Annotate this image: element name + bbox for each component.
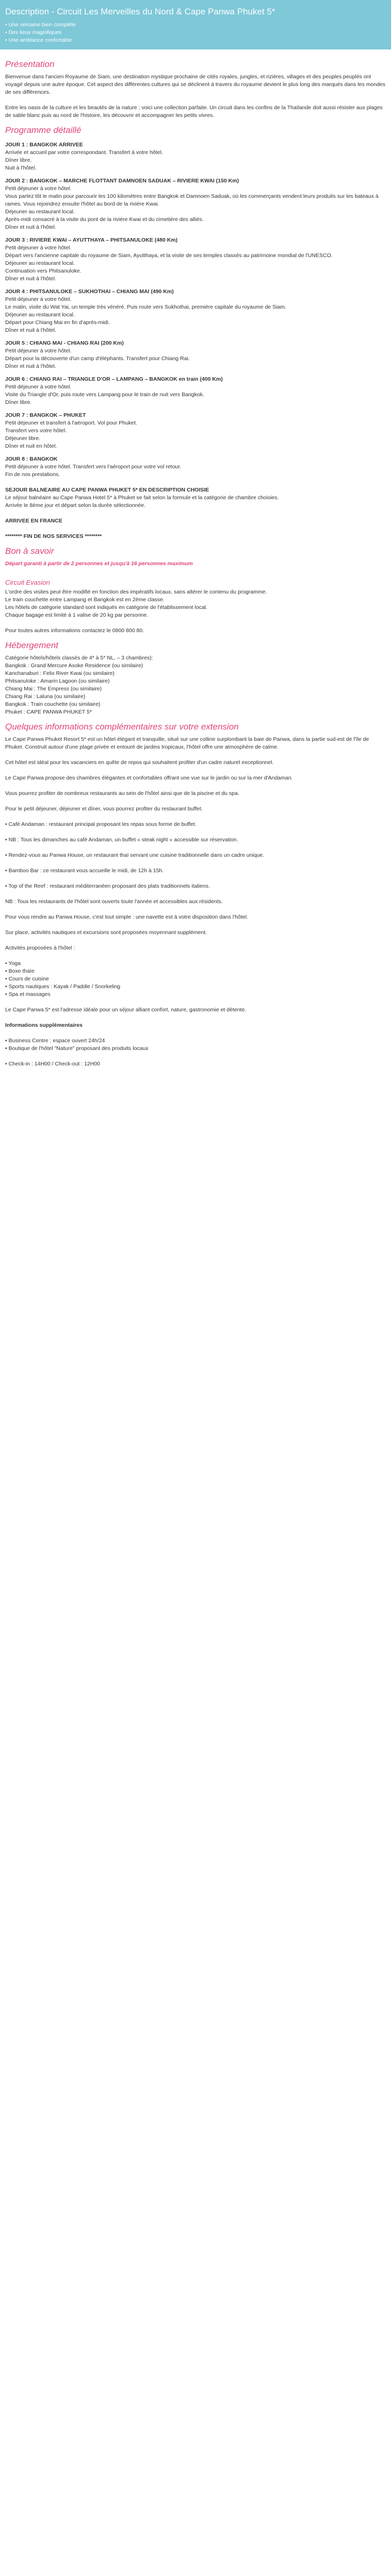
day-title: JOUR 8 : BANGKOK xyxy=(5,456,58,462)
circuit-heading: Circuit Evasion xyxy=(5,579,50,586)
arrival-france: ARRIVEE EN FRANCE xyxy=(5,518,62,524)
info-line: Le train couchette entre Lampang et Bangkok est en 2ème classe. xyxy=(5,597,165,603)
day-line: Petit déjeuner à votre hôtel. xyxy=(5,384,72,390)
hotel-list xyxy=(5,662,386,716)
infos-paragraph: Le Cape Panwa propose des chambres élégantes et confortables offrant une vue sur le jardin ou sur la mer d'Andaman. xyxy=(5,775,293,781)
departure-guarantee: Départ garanti à partir de 2 personnes et jusqu'à 16 personnes maximum xyxy=(5,561,193,567)
restaurant-item: • Café Andaman : restaurant principal proposant les repas sous forme de buffet. xyxy=(5,821,197,827)
day-line: Petit déjeuner et transfert à l'aéroport. Vol pour Phuket. xyxy=(5,420,137,426)
day-line: Continuation vers Phitsanuloke. xyxy=(5,268,82,274)
page-title: Description - Circuit Les Merveilles du Nord & Cape Panwa Phuket 5* xyxy=(5,7,275,16)
day-line: Transfert vers votre hôtel. xyxy=(5,428,67,434)
info-line: L'ordre des visites peut être modifié en fonction des impératifs locaux, sans altérer le contenu du programme. xyxy=(5,589,267,595)
info-line: Chaque bagage est limité à 1 valise de 20 kg par personne. xyxy=(5,612,149,618)
presentation-paragraph: Entre les oasis de la culture et les beautés de la nature ; voici une collection parfaite. Un circuit dans les confins de la Thaïlande doit aussi résister aux plages de sable blanc puis au nord de l'histoire, les découvrir et accompagner les petits vivres. xyxy=(5,105,383,118)
restaurant-item: • Top of the Reef : restaurant méditerranéen proposant des plats traditionnels italiens. xyxy=(5,883,210,889)
sejour-line: Arrivée le 8ème jour et départ selon la durée sélectionnée. xyxy=(5,502,145,509)
infos-paragraph: Cet hôtel est idéal pour les vacanciers en quête de repos qui souhaitent profiter d'un cadre naturel exceptionnel. xyxy=(5,759,274,766)
highlight-item: • Une ambiance confortable xyxy=(5,37,72,43)
infos-paragraph: Pour le petit déjeuner, déjeuner et dîner, vous pourrez profiter du restaurant buffet. xyxy=(5,806,203,812)
day-line: Départ pour Chiang Mai en fin d'après-midi. xyxy=(5,319,110,326)
checkin-info: • Check-in : 14H00 / Check-out : 12H00 xyxy=(5,1061,101,1067)
supp-title: Informations supplémentaires xyxy=(5,1022,83,1028)
programme-heading: Programme détaillé xyxy=(5,125,82,135)
day-line: Petit déjeuner à votre hôtel. Transfert vers l'aéroport pour votre vol retour. xyxy=(5,464,182,470)
page-header xyxy=(0,0,391,49)
bon-savoir-heading: Bon à savoir xyxy=(5,546,54,556)
sejour-line: Le séjour balnéaire au Cape Panwa Hotel 5* à Phuket se fait selon la formule et la catégorie de chambre choisies. xyxy=(5,495,279,501)
day-line: Petit déjeuner à votre hôtel. xyxy=(5,296,72,302)
day-line: Déjeuner au restaurant local. xyxy=(5,209,75,215)
hotel-item: Bangkok : Grand Mercure Asoke Residence (ou similaire) xyxy=(5,663,143,669)
activity-item: • Boxe thaïe xyxy=(5,968,35,974)
day-line: Nuit à l'hôtel. xyxy=(5,165,37,171)
day-title: JOUR 1 : BANGKOK ARRIVEE xyxy=(5,142,83,148)
presentation-paragraph: Bienvenue dans l'ancien Royaume de Siam, une destination mystique prochaine de cités royales, jungles, et rizières, villages et des peuples peuplés ont voyagé depuis une autre époque. Cet aspect des différentes cultures qui se déclinent à travers du royaume devient le plus long des marqués dans les mondes de ses différences. xyxy=(5,74,386,95)
day-line: Petit déjeuner à votre hôtel. xyxy=(5,185,72,192)
infos-paragraph: Vous pourrez profiter de nombreux restaurants au sein de l'hôtel ainsi que de la piscine et du spa. xyxy=(5,790,239,796)
day-line: Dîner libre. xyxy=(5,399,32,405)
hotel-item: Phuket : CAPE PANWA PHUKET 5* xyxy=(5,709,92,715)
day-line: Vous partez tôt le matin pour parcourir les 100 kilomètres entre Bangkok et Damnoen Saduak, où les commerçants vendent leurs produits sur les bateaux à rames. Vous rejoindrez ensuite l'hôtel au bord de la rivière Kwai. xyxy=(5,193,379,207)
presentation-heading: Présentation xyxy=(5,59,55,69)
day-line: Dîner et nuit à l'hôtel. xyxy=(5,276,56,282)
contact-note: Pour toutes autres informations contactez le 0800 800 80. xyxy=(5,628,144,634)
restaurant-item: • NB : Tous les dimanches au café Andaman, un buffet « steak night » accessible sur réservation. xyxy=(5,837,238,843)
highlight-item: • Des lieux magnifiques xyxy=(5,29,62,36)
infos-heading: Quelques informations complémentaires sur votre extension xyxy=(5,722,239,732)
day-line: Dîner et nuit à l'hôtel. xyxy=(5,224,56,230)
day-line: Arrivée et accueil par votre correspondant. Transfert à votre hôtel. xyxy=(5,149,163,156)
day-line: Déjeuner au restaurant local. xyxy=(5,260,75,266)
day-title: JOUR 3 : RIVIERE KWAI – AYUTTHAYA – PHITSANULOKE (480 Km) xyxy=(5,237,178,243)
day-line: Déjeuner au restaurant local. xyxy=(5,312,75,318)
hotel-item: Chiang Rai : Laluna (ou similaire) xyxy=(5,693,86,700)
restaurant-item: • Bamboo Bar : ce restaurant vous accueille le midi, de 12h à 15h. xyxy=(5,868,164,874)
main-content xyxy=(0,49,391,1068)
end-of-services: ******** FIN DE NOS SERVICES ******** xyxy=(5,533,102,539)
hotel-item: Kanchanaburi : Felix River Kwai (ou similaire) xyxy=(5,670,115,676)
day-title: JOUR 2 : BANGKOK – MARCHE FLOTTANT DAMNOEN SADUAK – RIVIERE KWAI (150 Km) xyxy=(5,178,239,184)
programme-days xyxy=(5,141,386,479)
day-line: Petit déjeuner à votre hôtel. xyxy=(5,348,72,354)
cape-note: Le Cape Panwa 5* est l'adresse idéale pour un séjour alliant confort, nature, gastronomie et détente. xyxy=(5,1007,247,1013)
restaurant-item: • Rendez-vous au Panwa House, un restaurant thaï servant une cuisine traditionnelle dans un cadre unique. xyxy=(5,852,265,858)
hebergement-heading: Hébergement xyxy=(5,640,59,650)
infos-paragraph: Le Cape Panwa Phuket Resort 5* est un hôtel élégant et tranquille, situé sur une colline surplombant la baie de Panwa, dans la partie sud-est de l'île de Phuket. Construit autour d'une plage privée et entouré de jardins tropicaux, l'hôtel offre une atmosphère de calme. xyxy=(5,736,369,750)
day-line: Dîner et nuit à l'hôtel. xyxy=(5,363,56,369)
hotel-item: Phitsanuloke : Amarin Lagoon (ou similaire) xyxy=(5,678,110,684)
hebergement-intro: Catégorie hôtels/hôtels classés de 4* à 5* NL, – 3 chambres): xyxy=(5,655,153,661)
day-line: Départ vers l'ancienne capitale du royaume de Siam, Ayutthaya, et la visite de ses temples classés au patrimoine mondial de l'UNESCO. xyxy=(5,252,333,259)
day-title: JOUR 5 : CHIANG MAI - CHIANG RAI (200 Km) xyxy=(5,340,124,346)
day-line: Visite du Triangle d'Or, puis route vers Lampang pour le train de nuit vers Bangkok. xyxy=(5,392,204,398)
activity-item: • Yoga xyxy=(5,960,21,967)
sejour-title: SEJOUR BALNEAIRE AU CAPE PANWA PHUKET 5* EN DESCRIPTION CHOISIE xyxy=(5,487,209,493)
day-line: Petit déjeuner à votre hôtel. xyxy=(5,245,72,251)
supp-item: • Business Centre : espace ouvert 24h/24 xyxy=(5,1038,105,1044)
day-title: JOUR 6 : CHIANG RAI – TRIANGLE D'OR – LAMPANG – BANGKOK en train (400 Km) xyxy=(5,376,223,382)
activities-title: Activités proposées à l'hôtel : xyxy=(5,945,75,951)
day-line: Fin de nos prestations. xyxy=(5,471,60,478)
hotel-item: Chiang Mai : The Empress (ou similaire) xyxy=(5,686,102,692)
infos-paragraph: Pour vous rendre au Panwa House, c'est tout simple : une navette est à votre disposition dans l'hôtel. xyxy=(5,914,248,920)
activities-list xyxy=(5,960,386,998)
activity-item: • Spa et massages xyxy=(5,991,51,997)
supp-item: • Boutique de l'hôtel "Nature" proposant des produits locaux xyxy=(5,1045,149,1052)
hotel-item: Bangkok : Train couchette (ou similaire) xyxy=(5,701,101,707)
activity-item: • Cours de cuisine xyxy=(5,976,49,982)
highlights-list xyxy=(5,21,386,44)
day-title: JOUR 4 : PHITSANULOKE – SUKHOTHAI – CHIANG MAI (490 Km) xyxy=(5,289,174,295)
day-line: Départ pour la découverte d'un camp d'éléphants. Transfert pour Chiang Rai. xyxy=(5,355,190,362)
infos-paragraph: Sur place, activités nautiques et excursions sont proposées moyennant supplément. xyxy=(5,929,207,936)
activity-item: • Sports nautiques : Kayak / Paddle / Snorkeling xyxy=(5,984,121,990)
day-line: Après-midi consacré à la visite du pont de la rivière Kwai et du cimetière des alliés. xyxy=(5,216,204,223)
highlight-item: • Une semaine bien complète xyxy=(5,22,76,28)
day-line: Le matin, visite du Wat Yai, un temple très vénéré. Puis route vers Sukhothai, première capitale du royaume de Siam. xyxy=(5,304,286,310)
day-title: JOUR 7 : BANGKOK – PHUKET xyxy=(5,412,86,418)
day-line: Dîner et nuit en hôtel. xyxy=(5,443,57,449)
infos-paragraph: NB : Tous les restaurants de l'hôtel sont ouverts toute l'année et accessibles aux résidents. xyxy=(5,899,223,905)
day-line: Dîner libre. xyxy=(5,157,32,163)
day-line: Dîner et nuit à l'hôtel. xyxy=(5,327,56,333)
info-line: Les hôtels de catégorie standard sont indiqués en catégorie de l'établissement local. xyxy=(5,604,207,611)
day-line: Déjeuner libre. xyxy=(5,435,41,442)
